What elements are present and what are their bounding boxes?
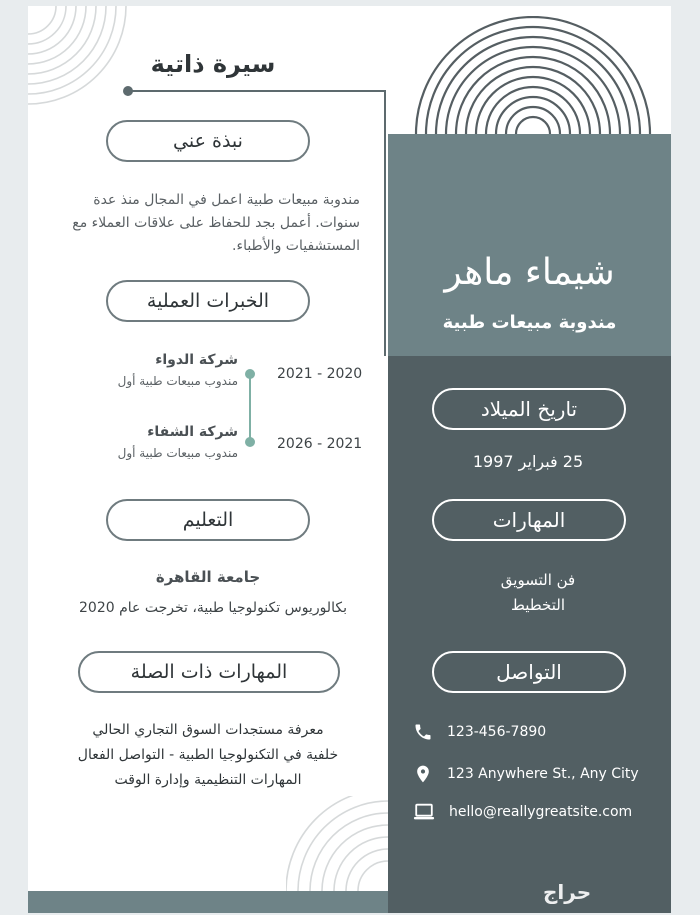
contact-phone-row[interactable] bbox=[413, 722, 546, 742]
contact-address: 123 Anywhere St., Any City bbox=[447, 766, 639, 782]
related-skills-list bbox=[48, 718, 368, 793]
title-underline bbox=[128, 90, 386, 92]
skill-item: فن التسويق bbox=[500, 571, 576, 589]
job-role: مندوب مبيعات طبية أول bbox=[117, 446, 238, 460]
birth-date: 25 فبراير 1997 bbox=[472, 452, 584, 471]
person-name: شيماء ماهر bbox=[444, 252, 615, 293]
cv-page bbox=[28, 6, 671, 913]
company-name: شركة الدواء bbox=[155, 352, 238, 368]
skills-heading: المهارات bbox=[432, 499, 626, 541]
phone-icon bbox=[413, 722, 433, 742]
contact-phone: 123-456-7890 bbox=[447, 724, 547, 740]
birth-heading: تاريخ الميلاد bbox=[432, 388, 626, 430]
timeline-dot bbox=[245, 437, 255, 447]
related-skills-heading: المهارات ذات الصلة bbox=[78, 651, 340, 693]
decorative-arcs-top-left bbox=[28, 6, 138, 116]
related-skill-item: خلفية في التكنولوجيا الطبية - التواصل الفعال bbox=[77, 747, 339, 763]
decorative-arcs-bottom bbox=[286, 796, 388, 891]
contact-email: hello@reallygreatsite.com bbox=[449, 804, 633, 820]
page-title: سيرة ذاتية bbox=[150, 50, 276, 78]
watermark: حراج bbox=[543, 880, 592, 904]
experience-item bbox=[68, 352, 238, 388]
related-skill-item: المهارات التنظيمية وإدارة الوقت bbox=[114, 772, 302, 788]
about-heading: نبذة عني bbox=[106, 120, 310, 162]
location-pin-icon bbox=[413, 764, 433, 784]
contact-email-row[interactable] bbox=[413, 802, 632, 822]
sidebar-panel bbox=[388, 356, 671, 913]
contact-heading: التواصل bbox=[432, 651, 626, 693]
education-heading: التعليم bbox=[106, 499, 310, 541]
experience-years: 2021 - 2020 bbox=[277, 366, 363, 382]
timeline-line bbox=[249, 374, 251, 446]
title-dot bbox=[123, 86, 133, 96]
experience-years: 2026 - 2021 bbox=[277, 436, 363, 452]
education-school: جامعة القاهرة bbox=[155, 568, 261, 586]
laptop-icon bbox=[413, 802, 435, 822]
decorative-arcs-top-right bbox=[408, 16, 658, 134]
job-role: مندوب مبيعات طبية أول bbox=[117, 374, 238, 388]
experience-item bbox=[68, 424, 238, 460]
bottom-bar bbox=[28, 891, 388, 913]
related-skill-item: معرفة مستجدات السوق التجاري الحالي bbox=[92, 722, 324, 738]
contact-address-row bbox=[413, 764, 639, 784]
person-job-title: مندوبة مبيعات طبية bbox=[442, 312, 617, 333]
experience-heading: الخبرات العملية bbox=[106, 280, 310, 322]
about-text: مندوبة مبيعات طبية اعمل في المجال منذ عدة سنوات. أعمل بجد للحفاظ على علاقات العملاء مع المستشفيات والأطباء. bbox=[72, 192, 360, 254]
company-name: شركة الشفاء bbox=[147, 424, 238, 440]
skill-item: التخطيط bbox=[510, 596, 566, 614]
timeline-dot bbox=[245, 369, 255, 379]
skills-list bbox=[428, 568, 648, 618]
education-degree: بكالوريوس تكنولوجيا طبية، تخرجت عام 2020 bbox=[79, 600, 347, 616]
title-connector-line bbox=[384, 90, 386, 356]
